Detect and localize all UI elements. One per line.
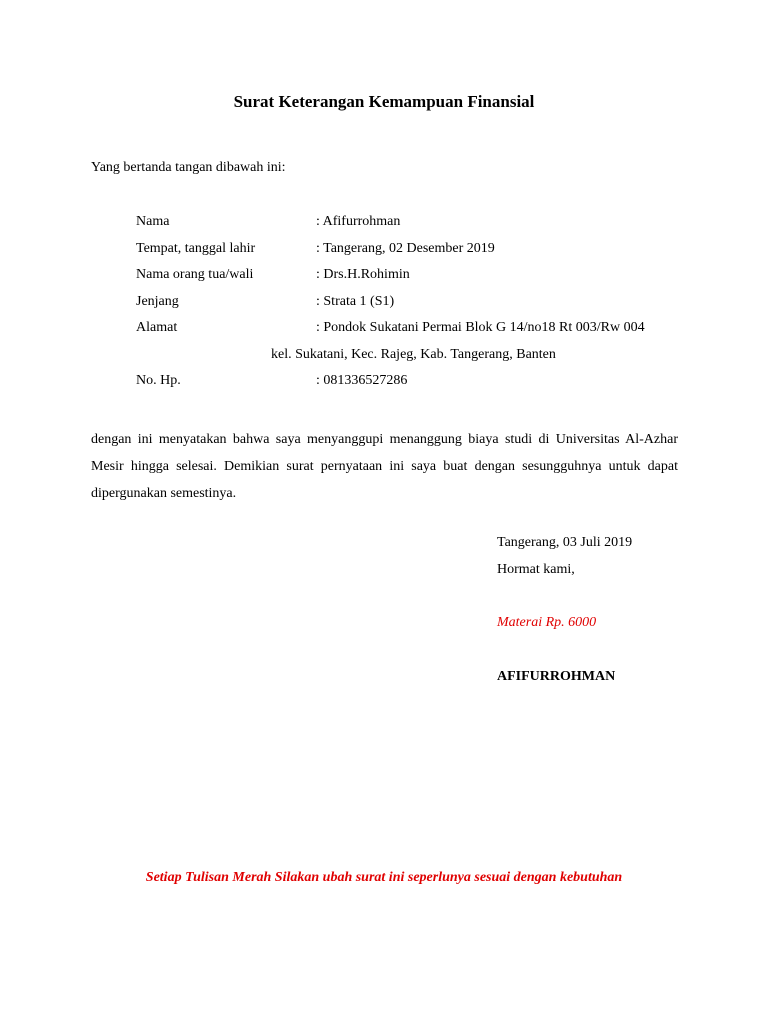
field-label: Nama orang tua/wali xyxy=(136,267,254,282)
materai-placeholder: Materai Rp. 6000 xyxy=(497,615,597,630)
field-row-alamat-continued xyxy=(136,346,681,373)
field-row-ttl xyxy=(136,240,681,267)
field-value: : Tangerang, 02 Desember 2019 xyxy=(316,240,495,256)
field-label: Tempat, tanggal lahir xyxy=(136,240,256,256)
closing-date: Tangerang, 03 Juli 2019 xyxy=(497,535,633,550)
field-row-nama xyxy=(136,213,681,240)
field-label: Nama xyxy=(136,214,170,229)
field-label: Alamat xyxy=(136,320,178,335)
field-value: : Pondok Sukatani Permai Blok G 14/no18 Rt 003/Rw 004 xyxy=(316,320,645,335)
field-value: : Afifurrohman xyxy=(316,214,401,229)
field-value: : Strata 1 (S1) xyxy=(316,293,395,309)
field-row-jenjang xyxy=(136,293,681,320)
field-label: No. Hp. xyxy=(136,373,181,388)
intro-text: Yang bertanda tangan dibawah ini: xyxy=(91,160,286,175)
identity-fields xyxy=(136,213,681,399)
statement-paragraph: dengan ini menyatakan bahwa saya menyanggupi menanggung biaya studi di Universitas Al-Azhar Mesir hingga selesai. Demikian surat pernyataan ini saya buat dengan sesungguhnya untuk dapat dipergunakan semestinya. xyxy=(91,432,678,501)
field-label: Jenjang xyxy=(136,293,179,309)
field-row-no-hp xyxy=(136,372,681,399)
footer-note: Setiap Tulisan Merah Silakan ubah surat ini seperlunya sesuai dengan kebutuhan xyxy=(145,870,623,885)
field-value: : Drs.H.Rohimin xyxy=(316,267,410,282)
signer-name: AFIFURROHMAN xyxy=(497,669,616,684)
field-value: : 081336527286 xyxy=(316,373,408,388)
field-row-alamat xyxy=(136,319,681,346)
field-value: kel. Sukatani, Kec. Rajeg, Kab. Tangerang, Banten xyxy=(271,346,556,362)
field-row-orang-tua xyxy=(136,266,681,293)
document-title: Surat Keterangan Kemampuan Finansial xyxy=(233,92,535,111)
closing-regards: Hormat kami, xyxy=(497,562,575,577)
